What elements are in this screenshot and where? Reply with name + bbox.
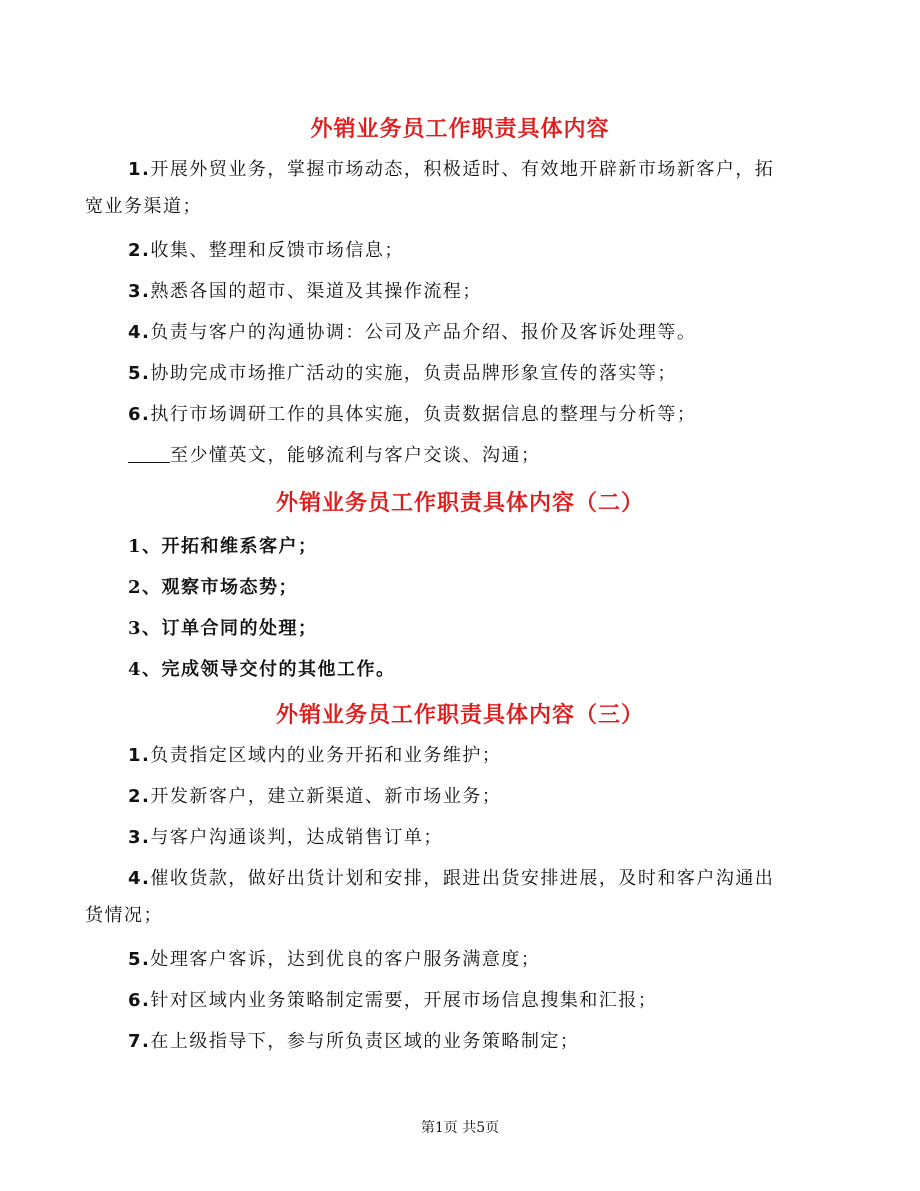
section-2-item-4: 4、完成领导交付的其他工作。 — [128, 659, 396, 680]
item-number: 7. — [128, 1031, 151, 1052]
section-1-item-5 — [128, 355, 828, 392]
item-text: 协助完成市场推广活动的实施，负责品牌形象宣传的落实等； — [150, 363, 677, 384]
item-text: 针对区域内业务策略制定需要，开展市场信息搜集和汇报； — [150, 990, 658, 1011]
item-number: 1. — [128, 745, 151, 766]
section-2-title: 外销业务员工作职责具体内容（二） — [275, 490, 644, 516]
item-text: 催收货款，做好出货计划和安排，跟进出货安排进展，及时和客户沟通出 — [150, 868, 775, 889]
fill-in-blank — [128, 444, 170, 463]
section-3-item-2 — [128, 778, 828, 815]
item-number: 2. — [128, 240, 151, 261]
item-number: 2. — [128, 786, 151, 807]
section-3-item-4-continuation: 货情况； — [85, 905, 163, 926]
section-3-item-3 — [128, 819, 828, 856]
section-1-item-3 — [128, 273, 828, 310]
item-text: 至少懂英文，能够流利与客户交谈、沟通； — [170, 445, 541, 466]
section-2-item-2: 2、观察市场态势； — [128, 577, 299, 598]
item-number: 6. — [128, 990, 151, 1011]
item-number: 6. — [128, 404, 151, 425]
item-number: 3. — [128, 827, 151, 848]
section-1-item-1-continuation: 宽业务渠道； — [85, 196, 202, 217]
item-number: 1. — [128, 159, 151, 180]
section-1-item-2 — [128, 232, 828, 269]
section-3-title: 外销业务员工作职责具体内容（三） — [275, 702, 644, 728]
section-3-item-1 — [128, 737, 828, 774]
section-1-item-1 — [128, 151, 828, 188]
item-text: 在上级指导下，参与所负责区域的业务策略制定； — [150, 1031, 580, 1052]
item-text: 收集、整理和反馈市场信息； — [150, 240, 404, 261]
section-1-item-7 — [128, 437, 828, 474]
section-3-item-6 — [128, 982, 828, 1019]
item-text: 开发新客户，建立新渠道、新市场业务； — [150, 786, 502, 807]
section-1-item-6 — [128, 396, 828, 433]
item-text: 熟悉各国的超市、渠道及其操作流程； — [150, 281, 482, 302]
item-text: 执行市场调研工作的具体实施，负责数据信息的整理与分析等； — [150, 404, 697, 425]
section-1-item-4 — [128, 314, 828, 351]
item-text: 负责与客户的沟通协调：公司及产品介绍、报价及客诉处理等。 — [150, 322, 697, 343]
item-number: 5. — [128, 363, 151, 384]
item-text: 负责指定区域内的业务开拓和业务维护； — [150, 745, 502, 766]
item-number: 4. — [128, 868, 151, 889]
page-number-footer: 第1页 共5页 — [420, 1120, 500, 1136]
item-text: 与客户沟通谈判，达成销售订单； — [150, 827, 443, 848]
item-number: 5. — [128, 949, 151, 970]
section-3-item-5 — [128, 941, 828, 978]
section-3-item-7 — [128, 1023, 828, 1060]
item-number: 4. — [128, 322, 151, 343]
item-text: 处理客户客诉，达到优良的客户服务满意度； — [150, 949, 541, 970]
item-text: 开展外贸业务，掌握市场动态，积极适时、有效地开辟新市场新客户，拓 — [150, 159, 775, 180]
section-2-item-3: 3、订单合同的处理； — [128, 618, 318, 639]
section-2-item-1: 1、开拓和维系客户； — [128, 536, 318, 557]
item-number: 3. — [128, 281, 151, 302]
section-3-item-4 — [128, 860, 828, 897]
section-1-title: 外销业务员工作职责具体内容 — [310, 116, 610, 142]
